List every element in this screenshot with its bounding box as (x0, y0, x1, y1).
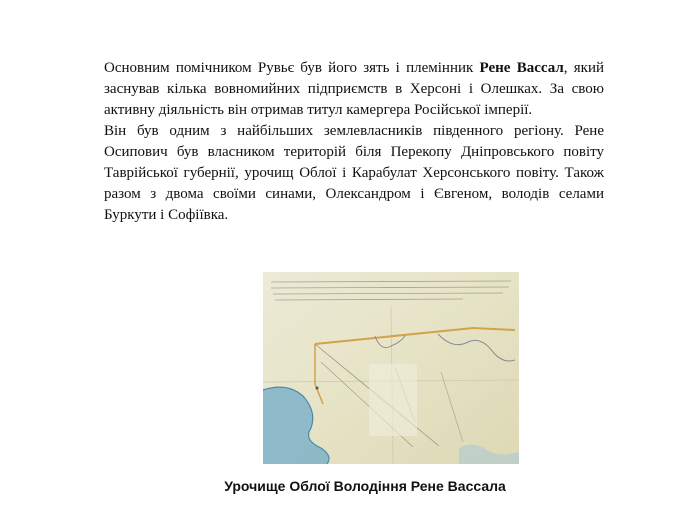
map-point-marker (316, 387, 319, 390)
paragraph-1-end: , який заснував кілька вовномийних підприємств в Херсоні і Олешках. За свою активну діяльність він отримав титул камергера Російської імперії. (104, 60, 604, 118)
text-block (104, 58, 604, 226)
person-name-bold: Рене Вассал (479, 60, 564, 76)
map-illustration (263, 272, 519, 464)
map-light-patch (369, 364, 417, 436)
image-caption: Урочище Облої Володіння Рене Вассала (224, 478, 506, 494)
paragraph-2: Він був одним з найбільших землевласників південного регіону. Рене Осипович був власником територій біля Перекопу Дніпровського повіту Таврійської губернії, урочищ Облої і Карабулат Херсонського повіту. Також разом з двома своїми синами, Олександром і Євгеном, володів селами Буркути і Софіївка. (104, 123, 604, 223)
historical-map-photo (263, 272, 519, 464)
paragraph-1-start: Основним помічником Рувьє був його зять і племінник (104, 60, 480, 76)
paragraph-1 (104, 58, 604, 121)
